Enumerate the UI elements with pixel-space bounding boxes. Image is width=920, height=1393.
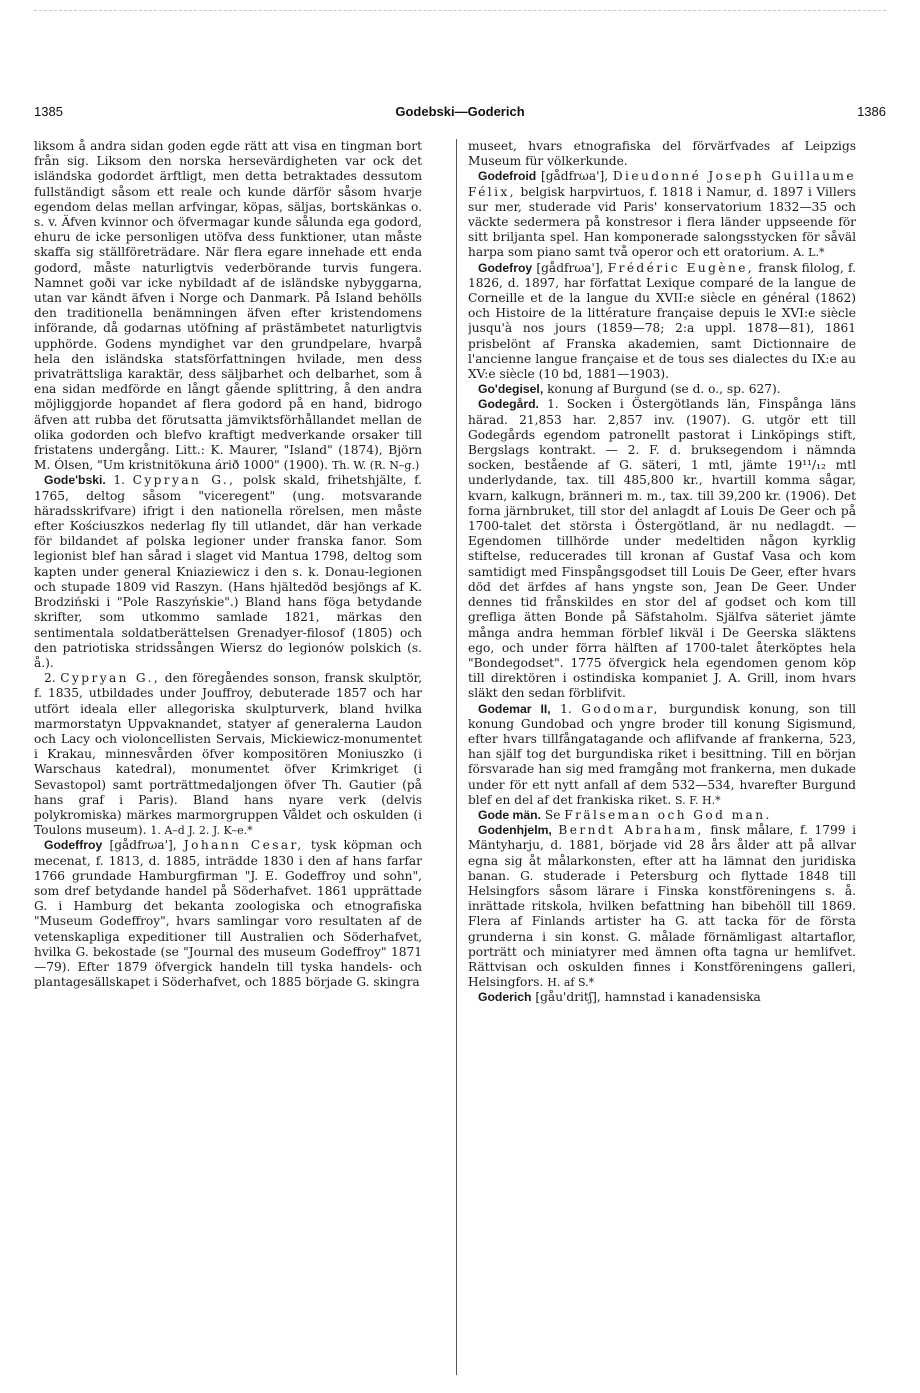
scan-top-edge: [34, 10, 886, 11]
entry-gode-man: [468, 808, 856, 823]
headword: Godegård.: [478, 397, 539, 412]
entry-godenhjelm: [468, 823, 856, 990]
headword: Gode'bski.: [44, 473, 106, 488]
entry-godefroy: [468, 261, 856, 383]
pronunciation: [gåu'dritʃ],: [535, 990, 601, 1005]
entry-godemar: [468, 702, 856, 808]
pronunciation: [gådfrωa'],: [109, 838, 177, 853]
pronunciation: [gådfrωa'],: [536, 260, 604, 275]
cross-reference: Frälseman och God man.: [564, 807, 772, 822]
entry-text: tysk köpman och mecenat, f. 1813, d. 1885, inträdde 1830 i den af hans farfar 1766 grundade Hamburgfirman "J. E. Godeffroy und sohn", som dref betydande handel på Söderhafvet. 1861 upprättade G. i Hamburg det bekanta zoologiska och etnografiska "Museum Godeffroy", hvars samlingar voro resultaten af de vetenskapliga expeditioner till Australien och Söderhafvet, hvilka G. bekostade (se "Journal des museum Godeffroy" 1871—79). Efter 1879 öfvergick handeln till tyska handels- och plantagesällskapet i Söderhafvet, och 1885 började G. skingra: [34, 838, 422, 990]
entry-text: hamnstad i kanadensiska: [604, 990, 761, 1005]
signature: H. af S.*: [547, 976, 595, 990]
entry-godeffroy: [34, 838, 422, 990]
headword: Godenhjelm,: [478, 823, 552, 838]
headword: Godeffroy: [44, 838, 103, 853]
entry-number: 1.: [560, 701, 572, 716]
entry-godegisel: [468, 382, 856, 397]
entry-godebski: [34, 473, 422, 671]
entry-text: burgundisk konung, son till konung Gundobad och yngre broder till konung Sigismund, efter hvars tillfångatagande och aflifvande af frankerna, 523, han själf tog det burgundiska riket i besittning. Till en början försvarade han sig med framgång mot frankerna, men dukade under för ett nytt anfall af dem 532—534, hvarefter Burgund blef en del af det frankiska riket.: [468, 701, 856, 807]
headword: Gode män.: [478, 807, 541, 822]
entry-goderich: [468, 990, 856, 1005]
page-header: [34, 104, 886, 124]
entry-godebski-2: [34, 671, 422, 838]
page-number-left: 1385: [34, 104, 63, 119]
headword: Godemar II,: [478, 701, 551, 716]
person-name: Johann Cesar,: [183, 838, 304, 853]
entry-text: den föregåendes sonson, fransk skulptör, f. 1835, utbildades under Jouffroy, debuterade 1857 och har utfört ideala eller allegoriska skulpturverk, bland hvilka marmorstatyn Uppvaknandet, statyer af generalerna Laudon och Lacy och violoncellisten Servais, Mickiewicz-monumentet i Krakau, minnesvården öfver kompositören Moniuszko (i Warschaus katedral), monumentet öfver Krimkriget (i Sevastopol) samt porträttmedaljongen öfver Th. Gautier (på hans graf i Paris). Bland hans nyare verk (delvis polykromiska) märkes marmorgruppen Våldet och oskulden (i Toulons museum).: [34, 671, 422, 838]
godord-continuation: [34, 139, 422, 473]
entry-text: Se: [544, 807, 561, 822]
entry-text: fransk filolog, f. 1826, d. 1897, har författat Lexique comparé de la langue de Corneille et de la langue du XVII:e siècle en général (1862) och Histoire de la littérature française depuis le XVI:e siècle jusqu'à nos jours (1859—78; 2:a uppl. 1878—81), 1861 prisbelönt af Franska akademien, samt Dictionnaire de l'ancienne langue française et de tous ses dialectes du IX:e au XV:e siècle (10 bd, 1881—1903).: [468, 260, 856, 382]
pronunciation: [gådfrωa'],: [540, 169, 609, 184]
person-name: Cypryan G.,: [60, 671, 161, 686]
headword: Godefroy: [478, 260, 533, 275]
left-column: [34, 139, 422, 1377]
entry-number: 2.: [44, 671, 56, 686]
entry-text: belgisk harpvirtuos, f. 1818 i Namur, d. 1897 i Villers sur mer, studerade vid Paris' konservatorium 1832—35 och väckte sedermera på konstresor i flera länder uppseende för sitt briljanta spel. Han komponerade salongsstycken för såväl harpa som piano samt två operor och ett oratorium.: [468, 184, 856, 260]
headword: Godefroid: [478, 169, 537, 184]
paragraph-text: liksom å andra sidan goden egde rätt att visa en tingman bort från sig. Liksom den norska hersevärdigheten var ock det isländska godordet ärftligt, men detta betraktades dessutom fullständigt såsom ett reale och kunde därför såsom hvarje egendom delas mellan arfvingar, köpas, säljas, bortskänkas o. s. v. Äfven kvinnor och öfvermagar kunde sålunda ega godord, ehuru de icke personligen utöfva dess funktioner, utan måste skaffa sig ställföreträdare. När flera egare innehade ett enda godord, måste naturligtvis vederbörande turvis fungera. Namnet goði var icke nybildadt af de isländske nybyggarna, utan var kändt äfven i Norge och Danmark. På Island behölls den traditionella benämningen äfven efter kristendomens införande, då godarnas utöfning af prästämbetet naturligtvis upphörde. Godens myndighet var den grundpelare, hvarpå hela den isländska statsförfattningen hvilade, men dess privaträttsliga karaktär, dess säljbarhet och delbarhet, som å ena sidan medförde en långt gående splittring, å den andra möjliggjorde hopandet af flera godord på en hand, bidrogo äfven att rubba det förutsatta jämviktsförhållandet mellan de olika godorden och blefvo kraftigt medverkande orsaker till fristatens undergång. Litt.: K. Maurer, "Island" (1874), Björn M. Ólsen, "Um kristnitökuna árið 1000" (1900).: [34, 139, 422, 473]
signature: 1. A–d J. 2. J. K–e.*: [150, 824, 253, 838]
person-name: Godomar,: [581, 701, 660, 716]
person-name: Dieudonné Joseph Guillaume Félix,: [468, 169, 856, 199]
person-name: Berndt Abraham,: [558, 823, 704, 838]
headword: Go'degisel,: [478, 382, 544, 397]
entry-number: 1.: [113, 473, 126, 488]
person-name: Frédéric Eugène,: [607, 260, 755, 275]
signature: S. F. H.*: [674, 793, 721, 807]
running-head: Godebski—Goderich: [395, 104, 525, 119]
page-number-right: 1386: [857, 104, 886, 119]
headword: Goderich: [478, 990, 532, 1005]
entry-godegard: [468, 397, 856, 701]
entry-godefroid: [468, 169, 856, 260]
signature: Th. W. (R. N–g.): [331, 459, 420, 473]
godeffroy-continuation: museet, hvars etnografiska del förvärfvades af Leipzigs Museum für völkerkunde.: [468, 139, 856, 169]
person-name: Cypryan G.,: [132, 473, 236, 488]
entry-text: finsk målare, f. 1799 i Mäntyharju, d. 1881, började vid 28 års ålder att på allvar egna sig åt målarkonsten, efter att ha lämnat den juridiska banan. G. studerade i Petersburg och flyttade 1848 till Helsingfors såsom lärare i Finska konstföreningens s. å. inrättade ritskola, hvilken befattning han bibehöll till 1869. Flera af Finlands artister ha G. att tacka för de första grunderna i sin konst. G. målade förnämligast altartaflor, porträtt och miniatyrer med ämnen ofta tagna ur hemlifvet. Rättvisan och oskulden finnes i Konstföreningens galleri, Helsingfors.: [468, 823, 856, 990]
entry-text: polsk skald, frihetshjälte, f. 1765, deltog såsom "viceregent" (ung. motsvarande häradsskrifvare) ifrigt i den nationella rörelsen, men måste efter Kościuszkos nederlag fly till utlandet, där han verkade för bildandet af polska legioner under franska fanor. Som legionist blef han sårad i slaget vid Mantua 1798, deltog som kapten under general Kniaziewicz i den s. k. Donau-legionen och stupade 1809 vid Raszyn. (Hans hjältedöd besjöngs af K. Brodziński i "Pole Raszyńskie".) Bland hans föga betydande skrifter, som utkommo samlade 1821, märkas den sentimentala soldatberättelsen Grenadyer-filosof (1805) och den patriotiska stridssången Wiersz do legionów polskich (s. å.).: [34, 473, 422, 670]
entry-text: konung af Burgund (se d. o., sp. 627).: [547, 382, 781, 397]
entry-text: 1. Socken i Östergötlands län, Finspånga läns härad. 21,853 har. 2,857 inv. (1907). G. utgör ett till Godegårds egendom patronellt pastorat i Linköpings stift, Bergslags kontrakt. — 2. F. d. bruksegendom i nämnda socken, bestående af G. säteri, 1 mtl, jämte 19¹¹/₁₂ mtl underlydande, tax. till 485,800 kr., hvartill komma sågar, kvarn, kalkugn, bränneri m. m., tax. till 39,200 kr. (1906). Det forna järnbruket, till stor del anlagdt af Louis De Geer och på 1700-talet det största i Östergötland, är nu nedlagdt. — Egendomen tillhörde under medeltiden någon kyrklig stiftelse, reducerades till kronan af Gustaf Vasa och kom samtidigt med Finspångsgodset till Louis De Geer, efter hvars död det ärfdes af hans yngste son, Jean De Geer. Under dennes tid frånskildes en stor del af godset och kom till grefliga ätten Bonde på Säfstaholm. Själfva säteriet jämte många andra hemman förblef likväl i De Geerska släktens ego, och under förra hälften af 1700-talet återköptes hela "Bondegodset". 1775 öfvergick hela egendomen genom köp till direktören i ostindiska kompaniet J. A. Grill, inom hvars släkt den sedan förblifvit.: [468, 397, 856, 701]
column-divider: [456, 139, 457, 1375]
signature: A. L.*: [793, 246, 825, 260]
right-column: [468, 139, 856, 1377]
